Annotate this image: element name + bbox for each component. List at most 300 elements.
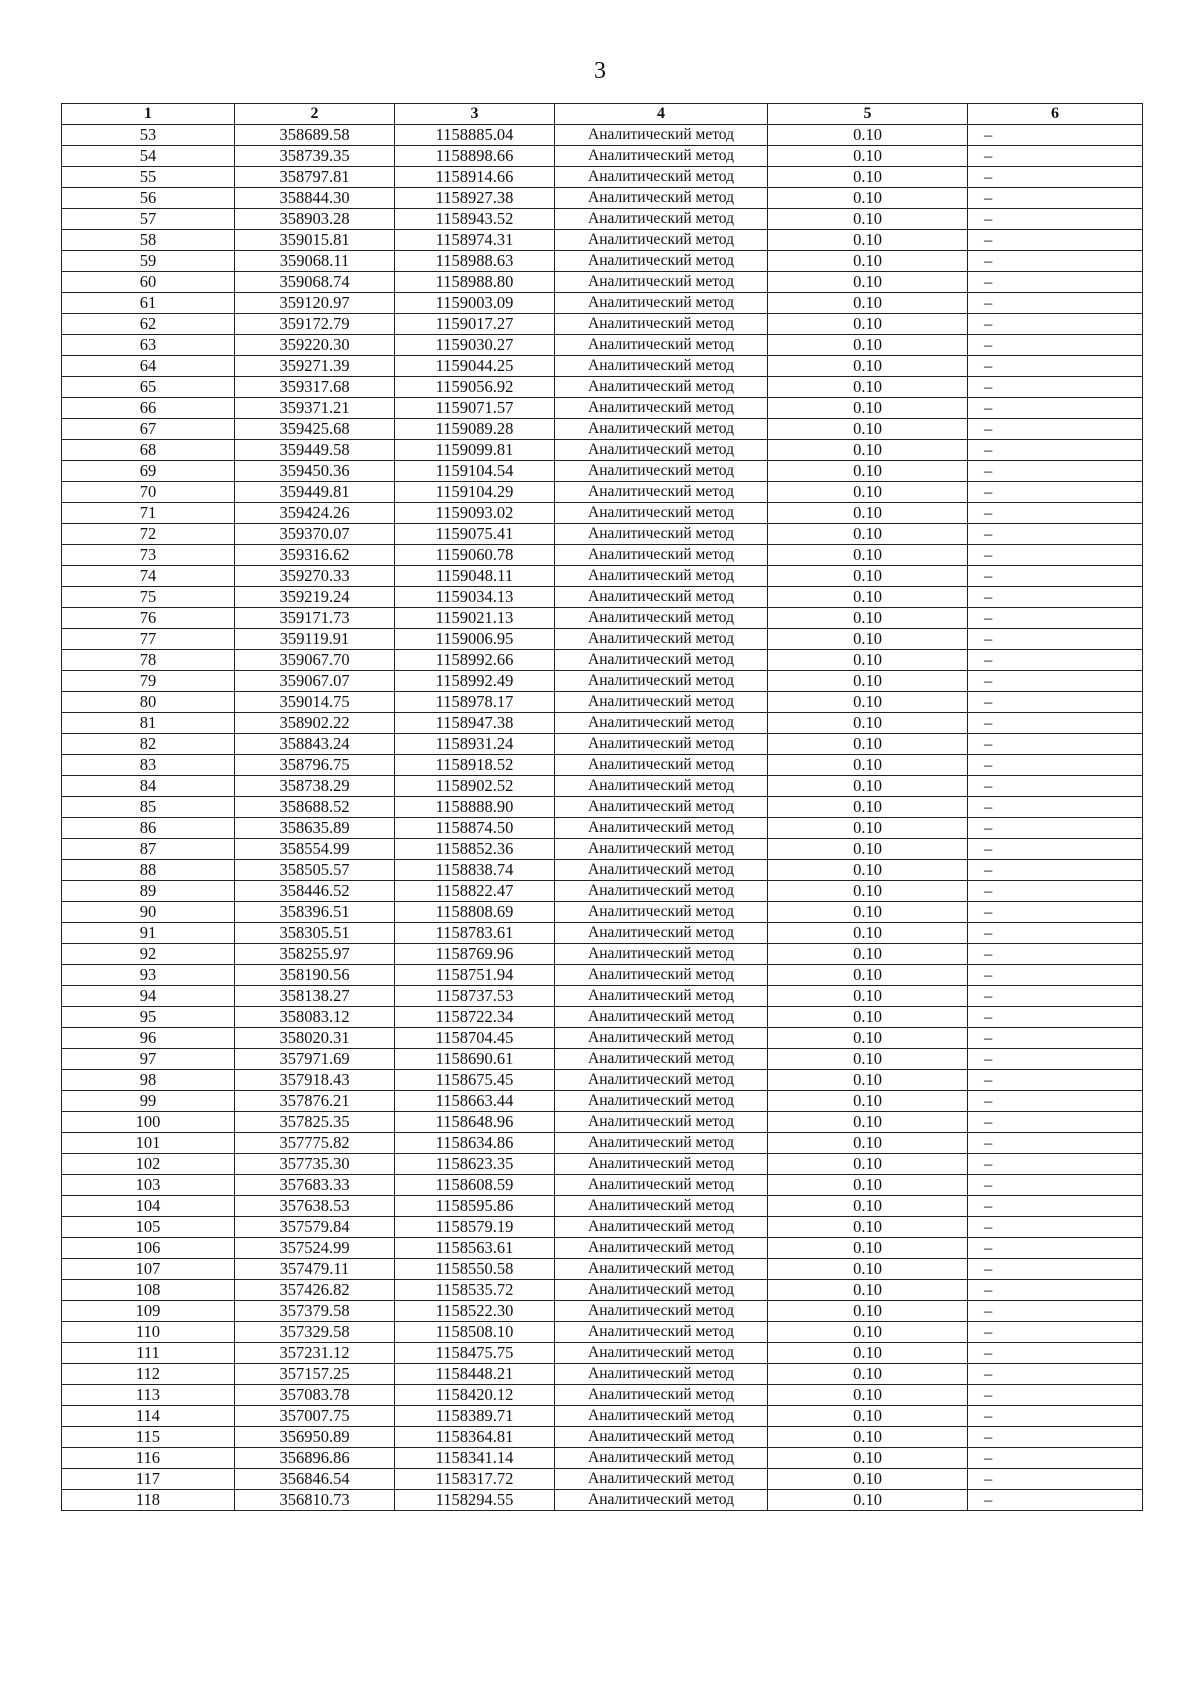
coordinate-x-cell: 358689.58 <box>235 125 395 146</box>
coordinate-x-cell: 358446.52 <box>235 881 395 902</box>
accuracy-cell: 0.10 <box>768 209 968 230</box>
column-header-1: 1 <box>62 104 235 125</box>
point-number-cell: 83 <box>62 755 235 776</box>
note-cell: – <box>968 293 1143 314</box>
coordinate-x-cell: 357775.82 <box>235 1133 395 1154</box>
point-number-cell: 73 <box>62 545 235 566</box>
note-cell: – <box>968 1217 1143 1238</box>
note-cell: – <box>968 1385 1143 1406</box>
coordinate-x-cell: 359449.58 <box>235 440 395 461</box>
note-cell: – <box>968 125 1143 146</box>
note-cell: – <box>968 482 1143 503</box>
coordinate-y-cell: 1158722.34 <box>395 1007 555 1028</box>
note-cell: – <box>968 713 1143 734</box>
coordinate-y-cell: 1158420.12 <box>395 1385 555 1406</box>
point-number-cell: 55 <box>62 167 235 188</box>
table-row <box>62 1364 1143 1385</box>
method-cell: Аналитический метод <box>555 1427 768 1448</box>
table-row <box>62 1259 1143 1280</box>
coordinate-x-cell: 358843.24 <box>235 734 395 755</box>
coordinate-x-cell: 358305.51 <box>235 923 395 944</box>
coordinate-x-cell: 358796.75 <box>235 755 395 776</box>
coordinate-y-cell: 1158595.86 <box>395 1196 555 1217</box>
table-row <box>62 629 1143 650</box>
point-number-cell: 62 <box>62 314 235 335</box>
table-row <box>62 1406 1143 1427</box>
table-row <box>62 1049 1143 1070</box>
method-cell: Аналитический метод <box>555 1028 768 1049</box>
point-number-cell: 107 <box>62 1259 235 1280</box>
coordinate-x-cell: 359450.36 <box>235 461 395 482</box>
header-row <box>62 104 1143 125</box>
table-row <box>62 923 1143 944</box>
accuracy-cell: 0.10 <box>768 167 968 188</box>
coordinate-x-cell: 359371.21 <box>235 398 395 419</box>
point-number-cell: 118 <box>62 1490 235 1511</box>
table-row <box>62 1490 1143 1511</box>
accuracy-cell: 0.10 <box>768 335 968 356</box>
point-number-cell: 98 <box>62 1070 235 1091</box>
coordinate-y-cell: 1158522.30 <box>395 1301 555 1322</box>
coordinate-x-cell: 359220.30 <box>235 335 395 356</box>
point-number-cell: 102 <box>62 1154 235 1175</box>
accuracy-cell: 0.10 <box>768 356 968 377</box>
coordinate-y-cell: 1158898.66 <box>395 146 555 167</box>
table-row <box>62 608 1143 629</box>
method-cell: Аналитический метод <box>555 671 768 692</box>
method-cell: Аналитический метод <box>555 545 768 566</box>
coordinate-x-cell: 359119.91 <box>235 629 395 650</box>
coordinate-x-cell: 357638.53 <box>235 1196 395 1217</box>
accuracy-cell: 0.10 <box>768 776 968 797</box>
coordinate-x-cell: 357683.33 <box>235 1175 395 1196</box>
coordinate-y-cell: 1158852.36 <box>395 839 555 860</box>
coordinate-x-cell: 359449.81 <box>235 482 395 503</box>
method-cell: Аналитический метод <box>555 650 768 671</box>
coordinate-y-cell: 1158874.50 <box>395 818 555 839</box>
method-cell: Аналитический метод <box>555 1217 768 1238</box>
coordinate-y-cell: 1158579.19 <box>395 1217 555 1238</box>
point-number-cell: 115 <box>62 1427 235 1448</box>
method-cell: Аналитический метод <box>555 923 768 944</box>
table-row <box>62 545 1143 566</box>
table-row <box>62 461 1143 482</box>
coordinate-y-cell: 1158931.24 <box>395 734 555 755</box>
coordinate-y-cell: 1158914.66 <box>395 167 555 188</box>
note-cell: – <box>968 1343 1143 1364</box>
accuracy-cell: 0.10 <box>768 1448 968 1469</box>
coordinate-y-cell: 1158988.80 <box>395 272 555 293</box>
accuracy-cell: 0.10 <box>768 482 968 503</box>
table-row <box>62 818 1143 839</box>
coordinate-x-cell: 357735.30 <box>235 1154 395 1175</box>
method-cell: Аналитический метод <box>555 1469 768 1490</box>
point-number-cell: 81 <box>62 713 235 734</box>
note-cell: – <box>968 1112 1143 1133</box>
coordinate-x-cell: 359370.07 <box>235 524 395 545</box>
coordinate-y-cell: 1159003.09 <box>395 293 555 314</box>
coordinate-y-cell: 1158885.04 <box>395 125 555 146</box>
table-row <box>62 503 1143 524</box>
method-cell: Аналитический метод <box>555 1259 768 1280</box>
method-cell: Аналитический метод <box>555 1154 768 1175</box>
point-number-cell: 58 <box>62 230 235 251</box>
accuracy-cell: 0.10 <box>768 965 968 986</box>
note-cell: – <box>968 461 1143 482</box>
accuracy-cell: 0.10 <box>768 293 968 314</box>
table-row <box>62 293 1143 314</box>
accuracy-cell: 0.10 <box>768 377 968 398</box>
coordinate-y-cell: 1158608.59 <box>395 1175 555 1196</box>
coordinate-x-cell: 359068.74 <box>235 272 395 293</box>
method-cell: Аналитический метод <box>555 587 768 608</box>
table-row <box>62 314 1143 335</box>
note-cell: – <box>968 356 1143 377</box>
coordinate-y-cell: 1159048.11 <box>395 566 555 587</box>
coordinate-y-cell: 1158947.38 <box>395 713 555 734</box>
point-number-cell: 77 <box>62 629 235 650</box>
table-row <box>62 1448 1143 1469</box>
method-cell: Аналитический метод <box>555 356 768 377</box>
page-number: 3 <box>594 58 606 84</box>
coordinate-x-cell: 356846.54 <box>235 1469 395 1490</box>
method-cell: Аналитический метод <box>555 503 768 524</box>
note-cell: – <box>968 146 1143 167</box>
method-cell: Аналитический метод <box>555 461 768 482</box>
point-number-cell: 88 <box>62 860 235 881</box>
method-cell: Аналитический метод <box>555 1091 768 1112</box>
table-row <box>62 1238 1143 1259</box>
point-number-cell: 96 <box>62 1028 235 1049</box>
coordinate-y-cell: 1158448.21 <box>395 1364 555 1385</box>
coordinate-y-cell: 1158508.10 <box>395 1322 555 1343</box>
coordinate-x-cell: 358138.27 <box>235 986 395 1007</box>
coordinate-y-cell: 1158783.61 <box>395 923 555 944</box>
coordinate-y-cell: 1159104.54 <box>395 461 555 482</box>
point-number-cell: 103 <box>62 1175 235 1196</box>
method-cell: Аналитический метод <box>555 377 768 398</box>
accuracy-cell: 0.10 <box>768 1028 968 1049</box>
accuracy-cell: 0.10 <box>768 650 968 671</box>
coordinate-y-cell: 1159104.29 <box>395 482 555 503</box>
coordinate-x-cell: 359271.39 <box>235 356 395 377</box>
note-cell: – <box>968 251 1143 272</box>
point-number-cell: 56 <box>62 188 235 209</box>
method-cell: Аналитический метод <box>555 1406 768 1427</box>
point-number-cell: 116 <box>62 1448 235 1469</box>
coordinate-y-cell: 1159093.02 <box>395 503 555 524</box>
table-row <box>62 167 1143 188</box>
accuracy-cell: 0.10 <box>768 1364 968 1385</box>
table-row <box>62 839 1143 860</box>
coordinate-y-cell: 1158341.14 <box>395 1448 555 1469</box>
coordinate-y-cell: 1158623.35 <box>395 1154 555 1175</box>
table-row <box>62 650 1143 671</box>
coordinate-y-cell: 1158294.55 <box>395 1490 555 1511</box>
coordinate-x-cell: 358635.89 <box>235 818 395 839</box>
coordinate-x-cell: 358396.51 <box>235 902 395 923</box>
table-row <box>62 1091 1143 1112</box>
table-row <box>62 524 1143 545</box>
coordinate-y-cell: 1158389.71 <box>395 1406 555 1427</box>
note-cell: – <box>968 440 1143 461</box>
method-cell: Аналитический метод <box>555 482 768 503</box>
coordinate-x-cell: 358797.81 <box>235 167 395 188</box>
point-number-cell: 94 <box>62 986 235 1007</box>
note-cell: – <box>968 629 1143 650</box>
method-cell: Аналитический метод <box>555 167 768 188</box>
coordinate-y-cell: 1158634.86 <box>395 1133 555 1154</box>
note-cell: – <box>968 755 1143 776</box>
table-body <box>62 125 1143 1511</box>
note-cell: – <box>968 230 1143 251</box>
coordinate-x-cell: 359015.81 <box>235 230 395 251</box>
coordinate-y-cell: 1158475.75 <box>395 1343 555 1364</box>
table-row <box>62 734 1143 755</box>
coordinate-x-cell: 359270.33 <box>235 566 395 587</box>
accuracy-cell: 0.10 <box>768 1175 968 1196</box>
coordinate-x-cell: 356950.89 <box>235 1427 395 1448</box>
point-number-cell: 97 <box>62 1049 235 1070</box>
note-cell: – <box>968 335 1143 356</box>
note-cell: – <box>968 1364 1143 1385</box>
note-cell: – <box>968 1469 1143 1490</box>
column-header-2: 2 <box>235 104 395 125</box>
method-cell: Аналитический метод <box>555 272 768 293</box>
table-row <box>62 902 1143 923</box>
coordinate-y-cell: 1158992.49 <box>395 671 555 692</box>
method-cell: Аналитический метод <box>555 1343 768 1364</box>
table-row <box>62 125 1143 146</box>
note-cell: – <box>968 566 1143 587</box>
point-number-cell: 92 <box>62 944 235 965</box>
table-row <box>62 1175 1143 1196</box>
method-cell: Аналитический метод <box>555 251 768 272</box>
point-number-cell: 104 <box>62 1196 235 1217</box>
accuracy-cell: 0.10 <box>768 692 968 713</box>
coordinate-y-cell: 1159030.27 <box>395 335 555 356</box>
point-number-cell: 72 <box>62 524 235 545</box>
point-number-cell: 114 <box>62 1406 235 1427</box>
point-number-cell: 87 <box>62 839 235 860</box>
accuracy-cell: 0.10 <box>768 1406 968 1427</box>
point-number-cell: 100 <box>62 1112 235 1133</box>
accuracy-cell: 0.10 <box>768 1427 968 1448</box>
coordinate-y-cell: 1159017.27 <box>395 314 555 335</box>
table-row <box>62 776 1143 797</box>
note-cell: – <box>968 1070 1143 1091</box>
coordinates-table <box>61 103 1143 1511</box>
accuracy-cell: 0.10 <box>768 797 968 818</box>
table-row <box>62 440 1143 461</box>
coordinate-x-cell: 358844.30 <box>235 188 395 209</box>
method-cell: Аналитический метод <box>555 1385 768 1406</box>
method-cell: Аналитический метод <box>555 1196 768 1217</box>
coordinate-x-cell: 358738.29 <box>235 776 395 797</box>
table-row <box>62 1427 1143 1448</box>
point-number-cell: 64 <box>62 356 235 377</box>
table-row <box>62 1028 1143 1049</box>
note-cell: – <box>968 188 1143 209</box>
method-cell: Аналитический метод <box>555 1133 768 1154</box>
note-cell: – <box>968 209 1143 230</box>
coordinate-x-cell: 358255.97 <box>235 944 395 965</box>
accuracy-cell: 0.10 <box>768 1280 968 1301</box>
table-row <box>62 230 1143 251</box>
accuracy-cell: 0.10 <box>768 1154 968 1175</box>
table-row <box>62 251 1143 272</box>
coordinate-y-cell: 1158535.72 <box>395 1280 555 1301</box>
method-cell: Аналитический метод <box>555 1007 768 1028</box>
point-number-cell: 70 <box>62 482 235 503</box>
point-number-cell: 76 <box>62 608 235 629</box>
accuracy-cell: 0.10 <box>768 230 968 251</box>
coordinate-x-cell: 358902.22 <box>235 713 395 734</box>
table-row <box>62 1217 1143 1238</box>
note-cell: – <box>968 818 1143 839</box>
table-row <box>62 755 1143 776</box>
accuracy-cell: 0.10 <box>768 1070 968 1091</box>
accuracy-cell: 0.10 <box>768 608 968 629</box>
note-cell: – <box>968 1196 1143 1217</box>
table-row <box>62 1322 1143 1343</box>
coordinate-y-cell: 1158888.90 <box>395 797 555 818</box>
point-number-cell: 53 <box>62 125 235 146</box>
method-cell: Аналитический метод <box>555 440 768 461</box>
note-cell: – <box>968 1301 1143 1322</box>
accuracy-cell: 0.10 <box>768 629 968 650</box>
note-cell: – <box>968 167 1143 188</box>
table-row <box>62 713 1143 734</box>
accuracy-cell: 0.10 <box>768 713 968 734</box>
method-cell: Аналитический метод <box>555 734 768 755</box>
method-cell: Аналитический метод <box>555 1322 768 1343</box>
table-row <box>62 188 1143 209</box>
coordinate-y-cell: 1158751.94 <box>395 965 555 986</box>
accuracy-cell: 0.10 <box>768 1469 968 1490</box>
note-cell: – <box>968 1259 1143 1280</box>
method-cell: Аналитический метод <box>555 566 768 587</box>
point-number-cell: 112 <box>62 1364 235 1385</box>
point-number-cell: 78 <box>62 650 235 671</box>
point-number-cell: 89 <box>62 881 235 902</box>
note-cell: – <box>968 881 1143 902</box>
point-number-cell: 68 <box>62 440 235 461</box>
coordinate-x-cell: 357379.58 <box>235 1301 395 1322</box>
accuracy-cell: 0.10 <box>768 1133 968 1154</box>
method-cell: Аналитический метод <box>555 818 768 839</box>
coordinate-x-cell: 359014.75 <box>235 692 395 713</box>
method-cell: Аналитический метод <box>555 314 768 335</box>
point-number-cell: 105 <box>62 1217 235 1238</box>
coordinate-y-cell: 1158808.69 <box>395 902 555 923</box>
method-cell: Аналитический метод <box>555 629 768 650</box>
coordinate-x-cell: 358903.28 <box>235 209 395 230</box>
column-header-5: 5 <box>768 104 968 125</box>
method-cell: Аналитический метод <box>555 986 768 1007</box>
coordinate-x-cell: 359120.97 <box>235 293 395 314</box>
accuracy-cell: 0.10 <box>768 272 968 293</box>
note-cell: – <box>968 902 1143 923</box>
coordinate-x-cell: 359172.79 <box>235 314 395 335</box>
coordinate-x-cell: 359068.11 <box>235 251 395 272</box>
coordinate-y-cell: 1159056.92 <box>395 377 555 398</box>
table-row <box>62 1007 1143 1028</box>
column-header-6: 6 <box>968 104 1143 125</box>
coordinate-y-cell: 1159071.57 <box>395 398 555 419</box>
note-cell: – <box>968 545 1143 566</box>
table-row <box>62 377 1143 398</box>
accuracy-cell: 0.10 <box>768 1112 968 1133</box>
table-row <box>62 965 1143 986</box>
note-cell: – <box>968 1406 1143 1427</box>
table-row <box>62 356 1143 377</box>
coordinate-x-cell: 357231.12 <box>235 1343 395 1364</box>
method-cell: Аналитический метод <box>555 902 768 923</box>
accuracy-cell: 0.10 <box>768 1049 968 1070</box>
point-number-cell: 110 <box>62 1322 235 1343</box>
accuracy-cell: 0.10 <box>768 1217 968 1238</box>
coordinate-y-cell: 1158943.52 <box>395 209 555 230</box>
method-cell: Аналитический метод <box>555 965 768 986</box>
accuracy-cell: 0.10 <box>768 1490 968 1511</box>
table-row <box>62 1196 1143 1217</box>
table-row <box>62 1280 1143 1301</box>
coordinate-x-cell: 357426.82 <box>235 1280 395 1301</box>
note-cell: – <box>968 1028 1143 1049</box>
note-cell: – <box>968 1133 1143 1154</box>
coordinate-x-cell: 357876.21 <box>235 1091 395 1112</box>
accuracy-cell: 0.10 <box>768 923 968 944</box>
coordinate-y-cell: 1158737.53 <box>395 986 555 1007</box>
method-cell: Аналитический метод <box>555 881 768 902</box>
method-cell: Аналитический метод <box>555 398 768 419</box>
accuracy-cell: 0.10 <box>768 314 968 335</box>
method-cell: Аналитический метод <box>555 1448 768 1469</box>
method-cell: Аналитический метод <box>555 1049 768 1070</box>
method-cell: Аналитический метод <box>555 335 768 356</box>
accuracy-cell: 0.10 <box>768 986 968 1007</box>
coordinate-x-cell: 358739.35 <box>235 146 395 167</box>
point-number-cell: 86 <box>62 818 235 839</box>
table-row <box>62 692 1143 713</box>
accuracy-cell: 0.10 <box>768 944 968 965</box>
accuracy-cell: 0.10 <box>768 1385 968 1406</box>
accuracy-cell: 0.10 <box>768 503 968 524</box>
note-cell: – <box>968 965 1143 986</box>
point-number-cell: 99 <box>62 1091 235 1112</box>
point-number-cell: 117 <box>62 1469 235 1490</box>
point-number-cell: 65 <box>62 377 235 398</box>
accuracy-cell: 0.10 <box>768 251 968 272</box>
coordinate-x-cell: 358554.99 <box>235 839 395 860</box>
accuracy-cell: 0.10 <box>768 671 968 692</box>
table-row <box>62 1385 1143 1406</box>
point-number-cell: 63 <box>62 335 235 356</box>
note-cell: – <box>968 1007 1143 1028</box>
method-cell: Аналитический метод <box>555 146 768 167</box>
coordinate-y-cell: 1159089.28 <box>395 419 555 440</box>
table-row <box>62 1112 1143 1133</box>
point-number-cell: 113 <box>62 1385 235 1406</box>
coordinate-y-cell: 1158648.96 <box>395 1112 555 1133</box>
note-cell: – <box>968 398 1143 419</box>
method-cell: Аналитический метод <box>555 776 768 797</box>
table-row <box>62 335 1143 356</box>
coordinate-x-cell: 359067.07 <box>235 671 395 692</box>
note-cell: – <box>968 272 1143 293</box>
coordinate-x-cell: 357479.11 <box>235 1259 395 1280</box>
